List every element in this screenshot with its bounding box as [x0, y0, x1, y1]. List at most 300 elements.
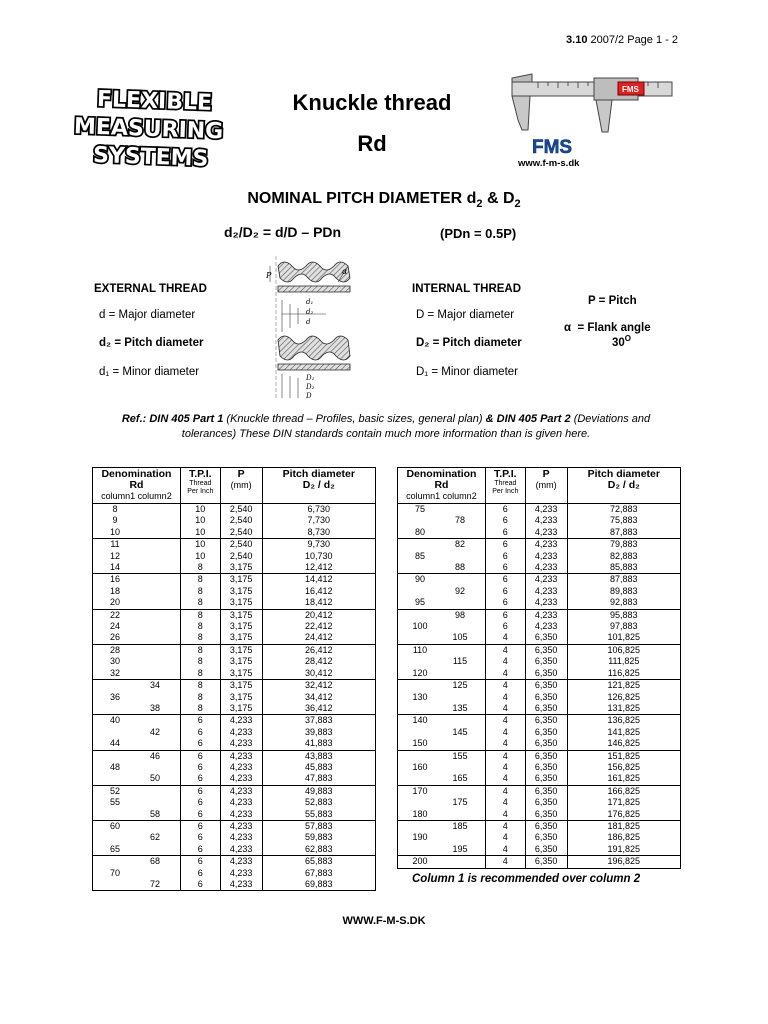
pitch-cell: 4,233	[525, 621, 567, 632]
denomination-cell	[93, 562, 181, 574]
denomination-cell	[93, 621, 181, 632]
tpi-cell: 6	[180, 738, 220, 750]
column1-value: 65	[109, 843, 120, 854]
denomination-cell	[398, 727, 486, 738]
pitch-cell: 6,350	[525, 797, 567, 808]
column1-value: 28	[109, 644, 120, 655]
denomination-cell	[93, 820, 181, 832]
external-thread-heading: EXTERNAL THREAD	[94, 283, 207, 295]
thread-table-left	[92, 467, 376, 891]
column1-value: 48	[109, 761, 120, 772]
thread-profile-diagram	[266, 252, 366, 409]
alpha-label: α	[342, 267, 348, 276]
column1-value: 9	[112, 515, 118, 526]
pitch-diameter-cell: 59,883	[262, 832, 375, 843]
tpi-cell: 10	[180, 515, 220, 526]
table-row	[93, 797, 376, 808]
pitch-diameter-cell: 16,412	[262, 586, 375, 597]
tpi-cell: 6	[180, 844, 220, 856]
pitch-cell: 3,175	[220, 692, 262, 703]
pitch-diameter-cell: 39,883	[262, 727, 375, 738]
tpi-cell: 4	[485, 703, 525, 715]
section-number: 3.10	[566, 34, 588, 46]
pitch-diameter-cell: 22,412	[262, 621, 375, 632]
pitch-diameter-cell: 106,825	[567, 644, 680, 656]
fms-url: www.f-m-s.dk	[518, 158, 580, 169]
table-row	[398, 832, 681, 843]
din-reference-note: Ref.: DIN 405 Part 1 (Knuckle thread – Profiles, basic sizes, general plan) & DIN 405 Part 2 (Deviations and tolerances) These DIN standards contain much more information than is given here.	[121, 413, 651, 440]
pitch-cell: 4,233	[525, 515, 567, 526]
denomination-cell	[93, 832, 181, 843]
page-subtitle: Rd	[357, 131, 387, 156]
pitch-diameter-cell: 111,825	[567, 656, 680, 667]
header-pitch-diameter: Pitch diameter D₂ / d₂	[567, 468, 680, 504]
column2-value: 58	[149, 808, 160, 819]
pitch-cell: 4,233	[220, 809, 262, 821]
column1-value: 20	[109, 597, 120, 608]
column1-value: 85	[414, 550, 425, 561]
table-row	[93, 527, 376, 539]
pitch-diameter-cell: 156,825	[567, 762, 680, 773]
page-title: Knuckle thread	[292, 90, 452, 115]
column1-value: 36	[109, 691, 120, 702]
column2-value: 105	[452, 632, 468, 643]
denomination-cell	[93, 750, 181, 762]
denomination-cell	[93, 586, 181, 597]
pitch-diameter-cell: 186,825	[567, 832, 680, 843]
pitch-diameter-cell: 121,825	[567, 680, 680, 692]
table-row	[398, 656, 681, 667]
tpi-cell: 8	[180, 632, 220, 644]
column1-value: 16	[109, 574, 120, 585]
denomination-cell	[93, 879, 181, 891]
pitch-label: P	[266, 271, 272, 280]
pitch-diameter-cell: 171,825	[567, 797, 680, 808]
pitch-cell: 3,175	[220, 609, 262, 621]
pitch-diameter-cell: 131,825	[567, 703, 680, 715]
pitch-diameter-cell: 28,412	[262, 656, 375, 667]
pitch-cell: 3,175	[220, 586, 262, 597]
pitch-diameter-cell: 14,412	[262, 574, 375, 586]
tpi-cell: 6	[180, 797, 220, 808]
column1-value: 70	[109, 867, 120, 878]
pitch-diameter-cell: 89,883	[567, 586, 680, 597]
table-row	[93, 703, 376, 715]
denomination-cell	[398, 621, 486, 632]
pitch-diameter-cell: 97,883	[567, 621, 680, 632]
denomination-cell	[398, 750, 486, 762]
denomination-cell	[93, 703, 181, 715]
tpi-cell: 4	[485, 738, 525, 750]
table-row	[398, 727, 681, 738]
pitch-cell: 2,540	[220, 515, 262, 526]
table-row	[398, 597, 681, 609]
denomination-cell	[398, 504, 486, 516]
column1-value: 170	[412, 785, 428, 796]
pitch-cell: 4,233	[220, 832, 262, 843]
table-row	[398, 715, 681, 727]
pitch-cell: 3,175	[220, 632, 262, 644]
pitch-diameter-cell: 126,825	[567, 692, 680, 703]
table-row	[93, 785, 376, 797]
column1-value: 22	[109, 609, 120, 620]
table-row	[398, 856, 681, 868]
denomination-cell	[398, 597, 486, 609]
tpi-cell: 4	[485, 668, 525, 680]
tpi-cell: 4	[485, 809, 525, 821]
pitch-cell: 6,350	[525, 844, 567, 856]
pitch-diameter-cell: 37,883	[262, 715, 375, 727]
denomination-cell	[93, 515, 181, 526]
table-row	[93, 738, 376, 750]
pitch-diameter-cell: 30,412	[262, 668, 375, 680]
tpi-cell: 8	[180, 574, 220, 586]
tpi-cell: 4	[485, 644, 525, 656]
denomination-cell	[93, 738, 181, 750]
table-row	[398, 551, 681, 562]
pitch-cell: 4,233	[525, 586, 567, 597]
column2-value: 115	[452, 656, 468, 667]
column2-value: 175	[452, 797, 468, 808]
denomination-cell	[93, 668, 181, 680]
tpi-cell: 8	[180, 562, 220, 574]
tpi-cell: 10	[180, 539, 220, 551]
tpi-cell: 6	[485, 515, 525, 526]
pitch-cell: 6,350	[525, 832, 567, 843]
table-row	[398, 621, 681, 632]
pitch-cell: 6,350	[525, 773, 567, 785]
pitch-cell: 4,233	[220, 820, 262, 832]
tpi-cell: 8	[180, 586, 220, 597]
pitch-cell: 6,350	[525, 668, 567, 680]
denomination-cell	[93, 574, 181, 586]
pitch-cell: 4,233	[220, 856, 262, 868]
tpi-cell: 6	[180, 785, 220, 797]
tpi-cell: 10	[180, 551, 220, 562]
thread-table-right	[397, 467, 681, 869]
column1-value: 200	[412, 856, 428, 867]
pitch-diameter-cell: 62,883	[262, 844, 375, 856]
table-row	[93, 820, 376, 832]
pitch-diameter-cell: 166,825	[567, 785, 680, 797]
table-row	[93, 879, 376, 891]
pitch-cell: 6,350	[525, 856, 567, 868]
pitch-diameter-cell: 26,412	[262, 644, 375, 656]
flexible-measuring-systems-logo	[74, 86, 239, 177]
pitch-diameter-cell: 191,825	[567, 844, 680, 856]
pitch-diameter-cell: 32,412	[262, 680, 375, 692]
tpi-cell: 6	[180, 856, 220, 868]
table-row	[93, 773, 376, 785]
table-row	[398, 515, 681, 526]
column1-value: 55	[109, 797, 120, 808]
pitch-diameter-cell: 12,412	[262, 562, 375, 574]
denomination-cell	[93, 797, 181, 808]
denomination-cell	[93, 680, 181, 692]
column1-value: 160	[412, 761, 428, 772]
pitch-cell: 2,540	[220, 539, 262, 551]
denomination-cell	[398, 632, 486, 644]
pitch-cell: 4,233	[525, 504, 567, 516]
column1-value: 32	[109, 667, 120, 678]
pitch-cell: 6,350	[525, 750, 567, 762]
table-row	[93, 668, 376, 680]
pitch-cell: 6,350	[525, 727, 567, 738]
pitch-diameter-cell: 49,883	[262, 785, 375, 797]
denomination-cell	[93, 773, 181, 785]
pitch-cell: 3,175	[220, 656, 262, 667]
external-pitch-diameter: d₂ = Pitch diameter	[99, 337, 204, 349]
tpi-cell: 6	[485, 609, 525, 621]
pitch-diameter-cell: 146,825	[567, 738, 680, 750]
tpi-cell: 8	[180, 656, 220, 667]
pitch-diameter-cell: 87,883	[567, 574, 680, 586]
pitch-diameter-cell: 79,883	[567, 539, 680, 551]
tpi-cell: 6	[485, 504, 525, 516]
tpi-cell: 6	[485, 574, 525, 586]
pitch-cell: 4,233	[525, 574, 567, 586]
tpi-cell: 4	[485, 785, 525, 797]
tpi-cell: 4	[485, 832, 525, 843]
denomination-cell	[93, 785, 181, 797]
table-row	[398, 797, 681, 808]
pitch-diameter-cell: 41,883	[262, 738, 375, 750]
denomination-cell	[93, 539, 181, 551]
table-row	[93, 597, 376, 609]
pitch-cell: 4,233	[220, 750, 262, 762]
table-row	[93, 574, 376, 586]
table-row	[93, 656, 376, 667]
column1-value: 190	[412, 832, 428, 843]
nominal-pitch-heading: NOMINAL PITCH DIAMETER $d_2$ & $D_2$	[247, 190, 521, 211]
pitch-cell: 6,350	[525, 656, 567, 667]
pitch-cell: 2,540	[220, 527, 262, 539]
column1-value: 14	[109, 562, 120, 573]
column2-value: 68	[149, 856, 160, 867]
column1-value: 150	[412, 738, 428, 749]
pitch-diameter-cell: 43,883	[262, 750, 375, 762]
denomination-cell	[398, 785, 486, 797]
denomination-cell	[93, 844, 181, 856]
header-denomination: Denomination Rd column1 column2	[93, 468, 181, 504]
denomination-cell	[398, 539, 486, 551]
table-row	[93, 832, 376, 843]
pitch-cell: 4,233	[525, 562, 567, 574]
D1-label: D₁	[306, 374, 315, 382]
pitch-formula: d₂/D₂ = d/D – PDn	[224, 224, 342, 240]
denomination-cell	[398, 856, 486, 868]
tpi-cell: 4	[485, 692, 525, 703]
pitch-diameter-cell: 75,883	[567, 515, 680, 526]
d-label: d	[306, 318, 311, 326]
table-row	[398, 644, 681, 656]
table-row	[398, 750, 681, 762]
denomination-cell	[93, 609, 181, 621]
tpi-cell: 6	[180, 879, 220, 891]
tpi-cell: 8	[180, 703, 220, 715]
pitch-diameter-cell: 55,883	[262, 809, 375, 821]
table-row	[93, 692, 376, 703]
pdn-definition: (PDn = 0.5P)	[440, 226, 517, 241]
pitch-cell: 4,233	[525, 609, 567, 621]
table-row	[398, 809, 681, 821]
pitch-cell: 6,350	[525, 820, 567, 832]
column2-value: 92	[454, 585, 465, 596]
pitch-diameter-cell: 67,883	[262, 868, 375, 879]
fms-brand-text: FMS	[532, 137, 573, 158]
pitch-diameter-cell: 101,825	[567, 632, 680, 644]
table-row	[398, 738, 681, 750]
table-row	[93, 727, 376, 738]
pitch-cell: 4,233	[220, 738, 262, 750]
column1-value: 130	[412, 691, 428, 702]
tpi-cell: 6	[485, 562, 525, 574]
table-row	[398, 785, 681, 797]
table-row	[398, 773, 681, 785]
pitch-diameter-cell: 181,825	[567, 820, 680, 832]
header-pitch: P (mm)	[220, 468, 262, 504]
column2-value: 195	[452, 843, 468, 854]
pitch-diameter-cell: 47,883	[262, 773, 375, 785]
denomination-cell	[93, 551, 181, 562]
column2-value: 98	[454, 609, 465, 620]
tpi-cell: 6	[485, 551, 525, 562]
denomination-cell	[93, 809, 181, 821]
internal-minor-diameter: D₁ = Minor diameter	[416, 366, 518, 378]
table-row	[93, 586, 376, 597]
denomination-cell	[398, 832, 486, 843]
pitch-diameter-cell: 116,825	[567, 668, 680, 680]
alpha-symbol: α	[564, 322, 572, 334]
tpi-cell: 6	[180, 727, 220, 738]
tpi-cell: 4	[485, 727, 525, 738]
column2-value: 82	[454, 539, 465, 550]
pitch-diameter-cell: 6,730	[262, 504, 375, 516]
table-row	[398, 692, 681, 703]
tpi-cell: 6	[485, 527, 525, 539]
pitch-cell: 3,175	[220, 574, 262, 586]
column1-value: 8	[112, 504, 118, 514]
tpi-cell: 6	[180, 715, 220, 727]
denomination-cell	[398, 668, 486, 680]
pitch-diameter-cell: 18,412	[262, 597, 375, 609]
table-row	[93, 562, 376, 574]
denomination-cell	[93, 762, 181, 773]
tpi-cell: 8	[180, 621, 220, 632]
denomination-cell	[398, 762, 486, 773]
denomination-cell	[93, 632, 181, 644]
internal-pitch-diameter: D₂ = Pitch diameter	[416, 337, 522, 349]
pitch-cell: 4,233	[525, 527, 567, 539]
tpi-cell: 6	[180, 750, 220, 762]
column2-value: 62	[149, 832, 160, 843]
pitch-diameter-cell: 69,883	[262, 879, 375, 891]
column2-value: 145	[452, 726, 468, 737]
pitch-cell: 6,350	[525, 632, 567, 644]
pitch-cell: 6,350	[525, 680, 567, 692]
pitch-cell: 4,233	[220, 727, 262, 738]
tpi-cell: 8	[180, 597, 220, 609]
table-row	[398, 762, 681, 773]
column1-value: 60	[109, 820, 120, 831]
column1-value: 95	[414, 597, 425, 608]
pitch-cell: 2,540	[220, 504, 262, 516]
table-row	[398, 844, 681, 856]
table-row	[398, 504, 681, 516]
pitch-cell: 4,233	[220, 773, 262, 785]
tpi-cell: 4	[485, 656, 525, 667]
pitch-diameter-cell: 196,825	[567, 856, 680, 868]
pitch-cell: 4,233	[525, 597, 567, 609]
table-row	[93, 551, 376, 562]
pitch-diameter-cell: 24,412	[262, 632, 375, 644]
column2-value: 135	[452, 702, 468, 713]
pitch-cell: 4,233	[525, 551, 567, 562]
tpi-cell: 8	[180, 692, 220, 703]
column2-value: 78	[454, 515, 465, 526]
denomination-cell	[93, 527, 181, 539]
d1-label: d₁	[306, 298, 314, 306]
pitch-diameter-cell: 136,825	[567, 715, 680, 727]
denomination-cell	[93, 644, 181, 656]
column2-value: 155	[452, 750, 468, 761]
column1-value: 140	[412, 715, 428, 726]
table-row	[398, 586, 681, 597]
pitch-cell: 4,233	[220, 715, 262, 727]
pitch-cell: 4,233	[220, 797, 262, 808]
tpi-cell: 4	[485, 797, 525, 808]
column1-value: 11	[110, 539, 120, 550]
denomination-cell	[93, 715, 181, 727]
pitch-diameter-cell: 151,825	[567, 750, 680, 762]
column1-value: 75	[414, 504, 425, 514]
header-pitch-diameter: Pitch diameter D₂ / d₂	[262, 468, 375, 504]
tpi-cell: 6	[180, 773, 220, 785]
column1-value: 180	[412, 808, 428, 819]
table-row	[93, 515, 376, 526]
pitch-cell: 3,175	[220, 680, 262, 692]
tpi-cell: 8	[180, 644, 220, 656]
denomination-cell	[398, 586, 486, 597]
denomination-cell	[93, 868, 181, 879]
column1-value: 110	[412, 644, 428, 655]
tpi-cell: 6	[180, 809, 220, 821]
tpi-cell: 4	[485, 715, 525, 727]
tpi-cell: 4	[485, 632, 525, 644]
pitch-diameter-cell: 9,730	[262, 539, 375, 551]
pitch-cell: 2,540	[220, 551, 262, 562]
fms-caliper-logo	[508, 70, 678, 175]
pitch-cell: 3,175	[220, 668, 262, 680]
pitch-cell: 4,233	[220, 879, 262, 891]
pitch-diameter-cell: 7,730	[262, 515, 375, 526]
column1-value: 12	[109, 550, 120, 561]
denomination-cell	[398, 574, 486, 586]
tpi-cell: 6	[485, 621, 525, 632]
denomination-cell	[93, 597, 181, 609]
denomination-cell	[93, 727, 181, 738]
column1-value: 18	[109, 585, 120, 596]
pitch-cell: 3,175	[220, 597, 262, 609]
denomination-cell	[398, 680, 486, 692]
pitch-diameter-cell: 8,730	[262, 527, 375, 539]
tpi-cell: 6	[180, 820, 220, 832]
tpi-cell: 4	[485, 762, 525, 773]
pitch-cell: 3,175	[220, 703, 262, 715]
pitch-cell: 3,175	[220, 621, 262, 632]
denomination-cell	[93, 656, 181, 667]
column1-value: 40	[109, 715, 120, 726]
